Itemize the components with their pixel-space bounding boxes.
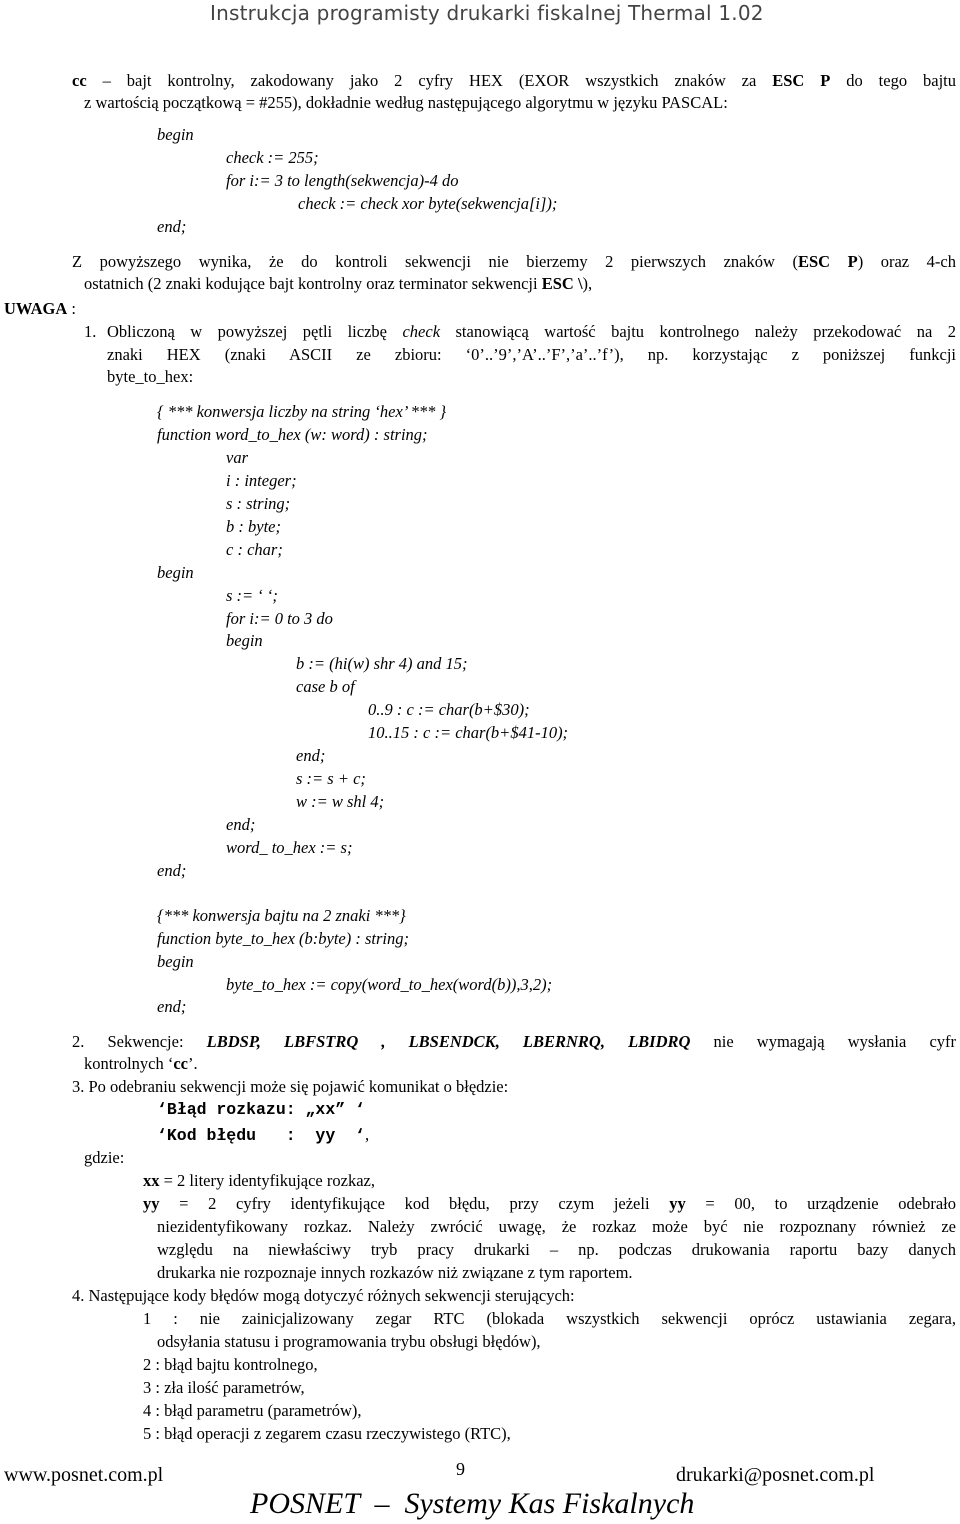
algo-end: end; — [157, 217, 187, 236]
cc-definition-line1: cc – bajt kontrolny, zakodowany jako 2 cyfry HEX (EXOR wszystkich znaków za ESC P do tego bajtu — [72, 71, 956, 90]
code-line: begin — [157, 952, 194, 971]
xx-definition: xx = 2 litery identyfikujące rozkaz, — [143, 1171, 375, 1190]
note4-line1: 4. Następujące kody błędów mogą dotyczyć różnych sekwencji sterujących: — [72, 1286, 575, 1305]
yy-definition-line4: drukarka nie rozpoznaje innych rozkazów niż związane z tym raportem. — [157, 1263, 633, 1282]
summary-line2: ostatnich (2 znaki kodujące bajt kontrolny oraz terminator sekwencji ESC \), — [84, 274, 593, 293]
error-code-5: 5 : błąd operacji z zegarem czasu rzeczywistego (RTC), — [143, 1424, 511, 1443]
error-code-4: 4 : błąd parametru (parametrów), — [143, 1401, 362, 1420]
error-code-1: 1 : nie zainicjalizowany zegar RTC (blokada wszystkich sekwencji oprócz ustawiania zegara, — [143, 1309, 956, 1328]
code-line: 0..9 : c := char(b+$30); — [368, 700, 530, 719]
summary-line1: Z powyższego wynika, że do kontroli sekwencji nie bierzemy 2 pierwszych znaków (ESC P) oraz 4-ch — [72, 252, 956, 271]
note2-line1: 2. Sekwencje: LBDSP, LBFSTRQ , LBSENDCK, LBERNRQ, LBIDRQ nie wymagają wysłania cyfr — [72, 1032, 957, 1051]
code-line: case b of — [296, 677, 355, 696]
code-line: c : char; — [226, 540, 283, 559]
code-line: {*** konwersja bajtu na 2 znaki ***} — [157, 906, 406, 925]
code-line: end; — [157, 861, 187, 880]
cc-term: cc — [72, 71, 87, 90]
code-line: end; — [157, 997, 187, 1016]
code-line: 10..15 : c := char(b+$41-10); — [368, 723, 569, 742]
algo-line: for i:= 3 to length(sekwencja)-4 do — [226, 171, 459, 190]
yy-definition-line3: względu na niewłaściwy tryb pracy drukarki – np. podczas drukowania raportu bazy danych — [157, 1240, 956, 1259]
code-line: i : integer; — [226, 471, 297, 490]
code-line: b : byte; — [226, 517, 281, 536]
page-number: 9 — [456, 1459, 465, 1479]
note1-number: 1. — [84, 322, 97, 341]
footer-website-link[interactable]: www.posnet.com.pl — [4, 1464, 164, 1486]
cc-definition-line2: z wartością początkową = #255), dokładnie według następującego algorytmu w języku PASCAL: — [84, 93, 728, 112]
code-line: s := s + c; — [296, 769, 366, 788]
page-header-title: Instrukcja programisty drukarki fiskalnej Thermal 1.02 — [210, 1, 764, 25]
footer-email-link[interactable]: drukarki@posnet.com.pl — [676, 1464, 875, 1486]
code-line: byte_to_hex := copy(word_to_hex(word(b)),3,2); — [226, 975, 553, 994]
gdzie-label: gdzie: — [84, 1148, 125, 1167]
code-line: function byte_to_hex (b:byte) : string; — [157, 929, 410, 948]
code-line: end; — [226, 815, 256, 834]
note3-line1: 3. Po odebraniu sekwencji może się pojawić komunikat o błędzie: — [72, 1077, 509, 1096]
code-line: w := w shl 4; — [296, 792, 385, 811]
error-message-1: ‘Błąd rozkazu: „xx” ‘ — [157, 1100, 365, 1119]
error-code-1-cont: odsyłania statusu i programowania trybu obsługi błędów), — [157, 1332, 541, 1351]
code-line: function word_to_hex (w: word) : string; — [157, 425, 428, 444]
code-line: begin — [226, 631, 263, 650]
yy-definition-line1: yy = 2 cyfry identyfikujące kod błędu, przy czym jeżeli yy = 00, to urządzenie odebrało — [143, 1194, 957, 1213]
algo-line: check := 255; — [226, 148, 319, 167]
error-code-3: 3 : zła ilość parametrów, — [143, 1378, 305, 1397]
code-line: { *** konwersja liczby na string ‘hex’ *** } — [157, 402, 447, 421]
code-line: word_ to_hex := s; — [226, 838, 353, 857]
note1-line1: Obliczoną w powyższej pętli liczbę check stanowiącą wartość bajtu kontrolnego należy przekodować na 2 — [107, 322, 957, 341]
algo-line: check := check xor byte(sekwencja[i]); — [298, 194, 558, 213]
code-line: end; — [296, 746, 326, 765]
code-line: s := ‘ ‘; — [226, 586, 278, 605]
code-line: begin — [157, 563, 194, 582]
yy-definition-line2: niezidentyfikowany rozkaz. Należy zwrócić uwagę, że rozkaz może być nie rozpoznany również ze — [157, 1217, 956, 1236]
note1-line3: byte_to_hex: — [107, 367, 194, 386]
uwaga-label: UWAGA : — [4, 299, 76, 318]
code-line: s : string; — [226, 494, 291, 513]
footer-brand: POSNET – Systemy Kas Fiskalnych — [250, 1487, 695, 1520]
note2-line2: kontrolnych ‘cc’. — [84, 1054, 198, 1073]
note1-line2: znaki HEX (znaki ASCII ze zbioru: ‘0’..’9’,’A’..’F’,’a’..’f’), np. korzystając z poniższej funkcji — [107, 345, 957, 364]
algo-begin: begin — [157, 125, 194, 144]
error-message-2: ‘Kod błędu : yy ‘, — [157, 1125, 370, 1145]
code-line: b := (hi(w) shr 4) and 15; — [296, 654, 468, 673]
code-line: for i:= 0 to 3 do — [226, 609, 333, 628]
code-line: var — [226, 448, 248, 467]
error-code-2: 2 : błąd bajtu kontrolnego, — [143, 1355, 318, 1374]
